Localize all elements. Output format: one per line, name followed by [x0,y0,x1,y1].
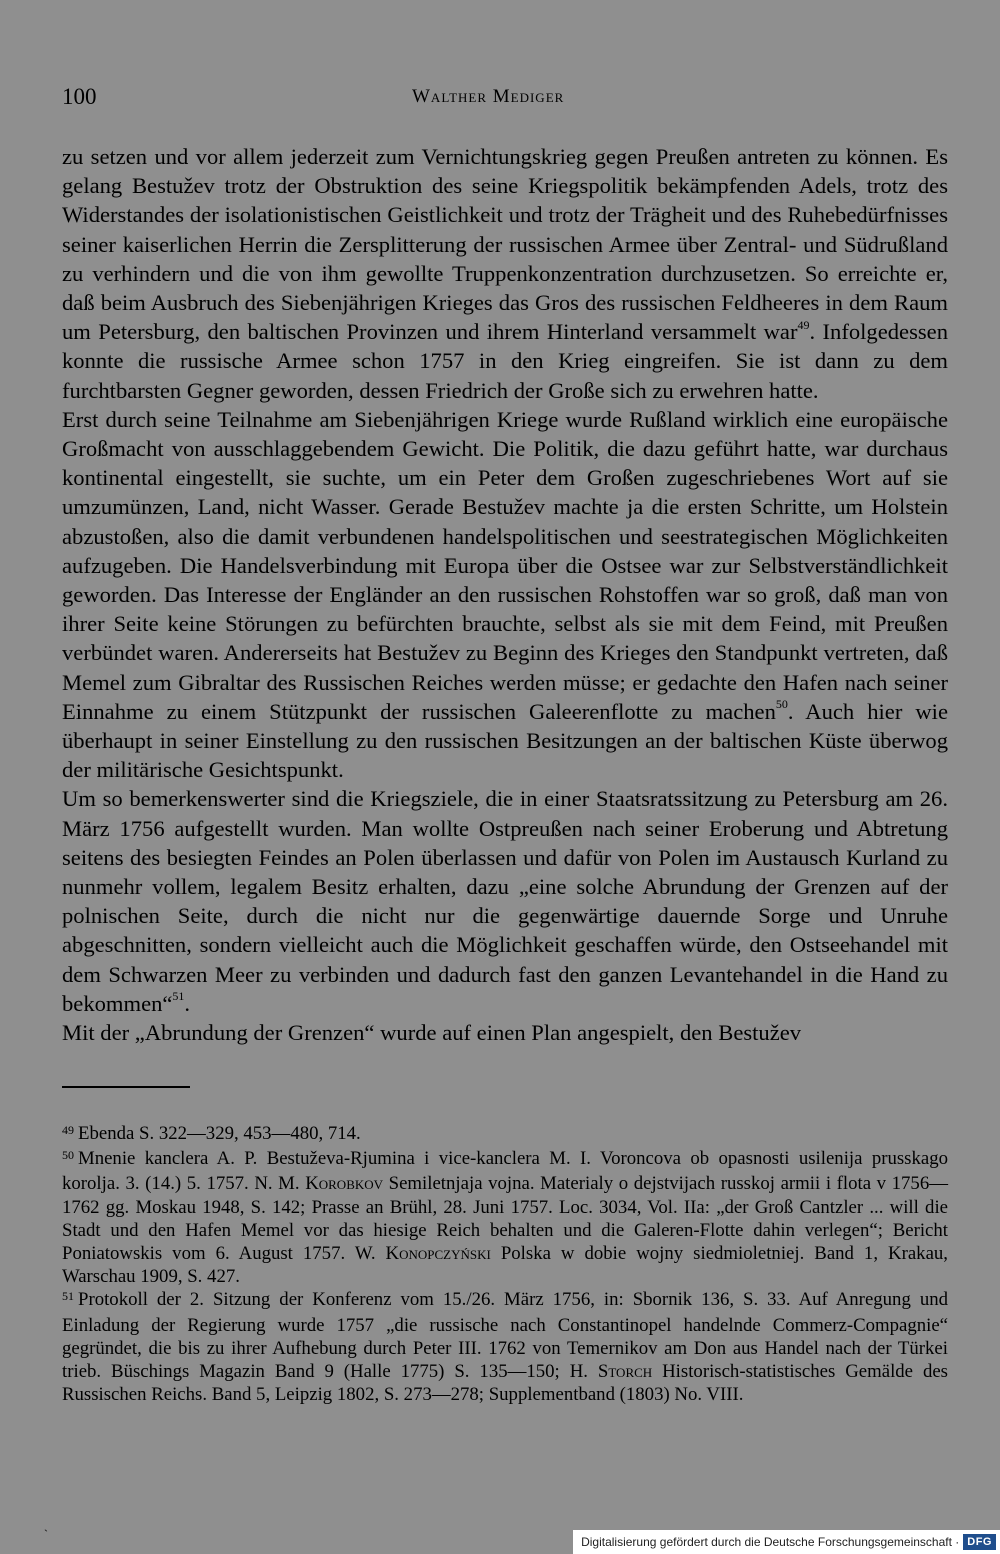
footnote-text: Protokoll der 2. Sitzung der Konferenz vom 15./26. März 1756, in: Sbornik 136, S. 33. Auf Anregung und Einladung der Regierung wurde 1757 „die russische nach Constantinopel handelnde Commerz-Compagnie“ gegründet, die bis zu ihrer Aufhebung durch Peter III. 1762 von Temernikov am Don aus Handel nach der Türkei trieb. Büschings Magazin Band 9 (Halle 1775) S. 135—150; H. [62,1289,948,1383]
footnote-text: Polska w dobie wojny siedmioletniej. Band 1, Krakau, Warschau 1909, S. 427. [62,1243,948,1288]
body-text [62,142,948,1047]
paragraph-text: . Infolgedessen konnte die russische Armee schon 1757 in den Krieg eingreifen. Sie ist dann zu dem furchtbarsten Gegner geworden, dessen Friedrich der Große sich zu erwehren hatte. [62,319,948,403]
page-number: 100 [62,84,97,109]
footnote-text: Historisch-statistisches Gemälde des Russischen Reichs. Band 5, Leipzig 1802, S. 273—278; Supplementband (1803) No. VIII. [62,1361,948,1406]
footnote-50 [62,1147,948,1288]
footnote-mark: 50 [62,1148,74,1163]
footnotes [62,1122,948,1406]
author-name: Konopczyński [385,1243,491,1265]
footnote-ref: 51 [172,989,185,1004]
digitization-credit [573,1530,1000,1554]
paragraph-text: . [184,990,191,1016]
footnote-text: Ebenda S. 322—329, 453—480, 714. [78,1123,361,1144]
footnote-mark: 49 [62,1123,74,1137]
author-name: Korobkov [305,1173,384,1195]
credit-text: Digitalisierung gefördert durch die Deutsche Forschungsgemeinschaft · [581,1535,960,1549]
running-title: Walther Mediger [412,86,565,107]
footnote-rule [62,1086,190,1088]
footnote-49 [62,1122,948,1147]
paragraph-2 [62,405,948,785]
paragraph-1 [62,142,948,405]
footnote-ref: 50 [775,697,788,712]
stray-mark: ˏ [44,1518,48,1532]
paragraph-4 [62,1018,948,1047]
paragraph-3 [62,784,948,1018]
paragraph-text: Erst durch seine Teilnahme am Siebenjährigen Kriege wurde Rußland wirklich eine europäische Großmacht von ausschlaggebendem Gewicht. Die Politik, die dazu geführt hatte, war durchaus kontinental eingestellt, sie suchte, um ein Peter dem Großen zugeschriebenes Wort auf sie umzumünzen, Land, nicht Wasser. Gerade Bestužev machte ja die ersten Schritte, um Holstein abzustoßen, also die damit verbundenen handelspolitischen und seestrategischen Möglichkeiten aufzugeben. Die Handelsverbindung mit Europa über die Ostsee war zur Selbstverständlichkeit geworden. Das Interesse der Engländer an den russischen Rohstoffen war so groß, daß man von ihrer Seite keine Störungen zu befürchten brauchte, selbst als sie mit dem Feind, mit Preußen verbündet waren. Andererseits hat Bestužev zu Beginn des Krieges den Standpunkt vertreten, daß Memel zum Gibraltar des Russischen Reiches werden müsse; er gedachte den Hafen nach seiner Einnahme zu einem Stützpunkt der russischen Galeerenflotte zu machen [62,406,948,724]
paragraph-text: Mit der „Abrundung der Grenzen“ wurde auf einen Plan angespielt, den Bestužev [62,1020,802,1046]
paragraph-text: . Auch hier wie überhaupt in seiner Einstellung zu den russischen Besitzungen an der baltischen Küste überwog der militärische Gesichtspunkt. [62,698,948,783]
paragraph-text: Um so bemerkenswerter sind die Kriegsziele, die in einer Staatsratssitzung zu Petersburg am 26. März 1756 aufgestellt wurden. Man wollte Ostpreußen nach seiner Eroberung und Abtretung seitens des besiegten Feindes an Polen überlassen und dafür von Polen im Austausch Kurland zu nunmehr vollem, legalem Besitz erhalten, dazu „eine solche Abrundung der Grenzen auf der polnischen Seite, durch die nicht nur die gegenwärtige dauernde Sorge und Unruhe abgeschnitten, sondern vielleicht auch die Möglichkeit geschaffen würde, den Ostseehandel mit dem Schwarzen Meer zu verbinden und dadurch fast den ganzen Levantehandel in die Hand zu bekommen“ [62,786,948,1016]
footnote-text: Semiletnjaja vojna. Materialy o dejstvijach russkoj armii i flota v 1756—1762 gg. Moskau 1948, S. 142; Prasse an Brühl, 28. Juni 1757. Loc. 3034, Vol. IIa: „der Groß Cantzler ... will die Stadt und den Hafen Memel vor das hiesige Reich behalten und die Galeren-Flotte dahin verlegen“; Bericht Poniatowskis vom 6. August 1757. W. [62,1173,948,1265]
footnote-mark: 51 [62,1289,74,1304]
dfg-logo-icon: DFG [963,1534,996,1550]
footnote-ref: 49 [797,317,810,332]
paragraph-text: zu setzen und vor allem jederzeit zum Vernichtungskrieg gegen Preußen antreten zu können. Es gelang Bestužev trotz der Obstruktion des seine Kriegspolitik bekämpfenden Adels, trotz des Widerstandes der isolationistischen Geistlichkeit und trotz der Trägheit und des Ruhebedürfnisses seiner kaiserlichen Herrin die Zersplitterung der russischen Armee über Zentral- und Südrußland zu verhindern und die von ihm gewollte Truppenkonzentration durchzusetzen. So erreichte er, daß beim Ausbruch des Siebenjährigen Krieges das Gros des russischen Feldheeres in dem Raum um Petersburg, den baltischen Provinzen und ihrem Hinterland versammelt war [62,144,948,345]
footnote-text: Mnenie kanclera A. P. Bestuževa-Rjumina i vice-kanclera M. I. Voroncova ob opasnosti usilenija prusskago korolja. 3. (14.) 5. 1757. N. M. [62,1148,948,1195]
footnote-51 [62,1288,948,1406]
author-name: Storch [597,1361,653,1383]
